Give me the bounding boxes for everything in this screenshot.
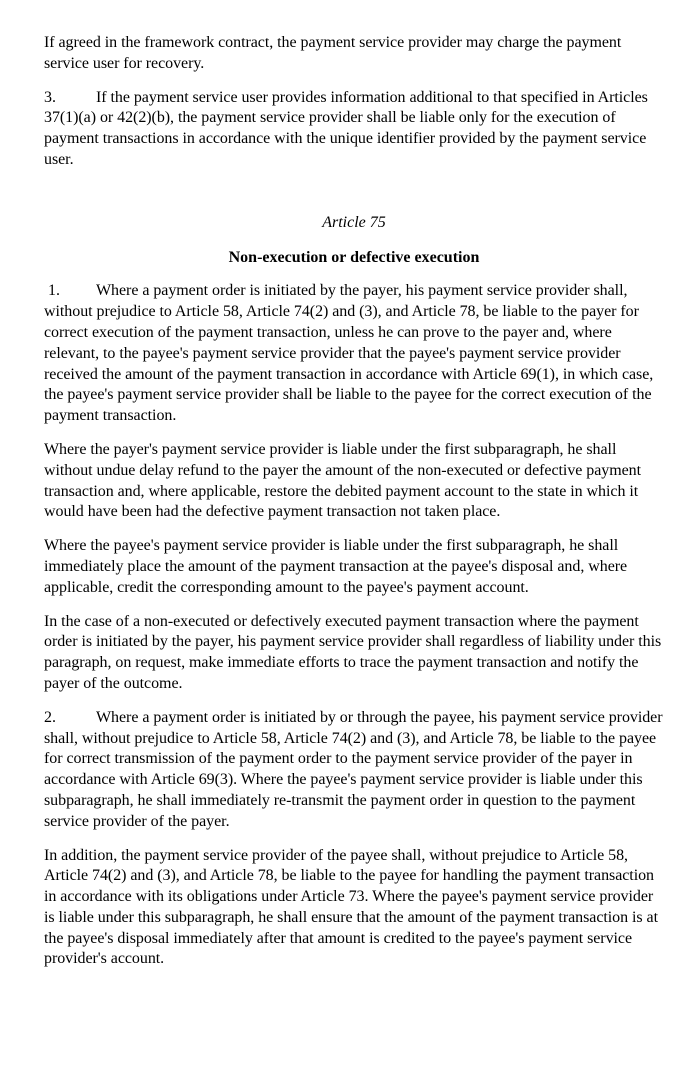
article-subparagraph: Where the payee's payment service provider is liable under the first subparagraph, he shall immediately place the amount of the payment transaction at the payee's disposal and, where applicable, credit the corresponding amount to the payee's payment account.: [44, 537, 628, 596]
intro-paragraph: If agreed in the framework contract, the payment service provider may charge the payment service user for recovery.: [44, 34, 622, 72]
paragraph-text: If the payment service user provides information additional to that specified in Articles 37(1)(a) or 42(2)(b), the payment service provider shall be liable only for the execution of payment transactions in accordance with the unique identifier provided by the payment service user.: [44, 88, 648, 168]
article-number: Article 75: [322, 213, 386, 231]
article-subparagraph: In addition, the payment service provider of the payee shall, without prejudice to Article 58, Article 74(2) and (3), and Article 78, be liable to the payee for handling the payment transaction in accordance with its obligations under Article 73. Where the payee's payment service provider is liable under this subparagraph, he shall ensure that the amount of the payment transaction is at the payee's disposal immediately after that amount is credited to the payee's payment service provider's account.: [44, 846, 658, 968]
article-subparagraph: Where the payer's payment service provider is liable under the first subparagraph, he shall without undue delay refund to the payer the amount of the non-executed or defective payment transaction and, where applicable, restore the debited payment account to the state in which it would have been had the defective payment transaction not taken place.: [44, 440, 642, 521]
article-paragraph-2: [44, 708, 664, 833]
article-subparagraph: In the case of a non-executed or defectively executed payment transaction where the payment order is initiated by the payer, his payment service provider shall regardless of liability under this paragraph, on request, make immediate efforts to trace the payment transaction and notify the payer of the outcome.: [44, 612, 662, 692]
article-title: Non-execution or defective execution: [228, 248, 480, 266]
paragraph-3: [44, 88, 664, 171]
paragraph-text: Where a payment order is initiated by or through the payee, his payment service provider shall, without prejudice to Article 58, Article 74(2) and (3), and Article 78, be liable to the payee for correct transmission of the payment order to the payment service provider of the payer in accordance with Article 69(3). Where the payee's payment service provider is liable under this subparagraph, he shall immediately re-transmit the payment order in question to the payment service provider of the payer.: [44, 708, 663, 830]
paragraph-text: Where a payment order is initiated by the payer, his payment service provider shall, without prejudice to Article 58, Article 74(2) and (3), and Article 78, be liable to the payer for correct execution of the payment transaction, unless he can prove to the payer and, where relevant, to the payee's payment service provider that the payee's payment service provider received the amount of the payment transaction in accordance with Article 69(1), in which case, the payee's payment service provider shall be liable to the payee for the correct execution of the payment transaction.: [44, 282, 654, 425]
paragraph-number: 3.: [44, 88, 56, 106]
paragraph-number: 2.: [44, 708, 56, 726]
paragraph-number: 1.: [48, 282, 60, 300]
article-paragraph-1: [44, 281, 664, 427]
